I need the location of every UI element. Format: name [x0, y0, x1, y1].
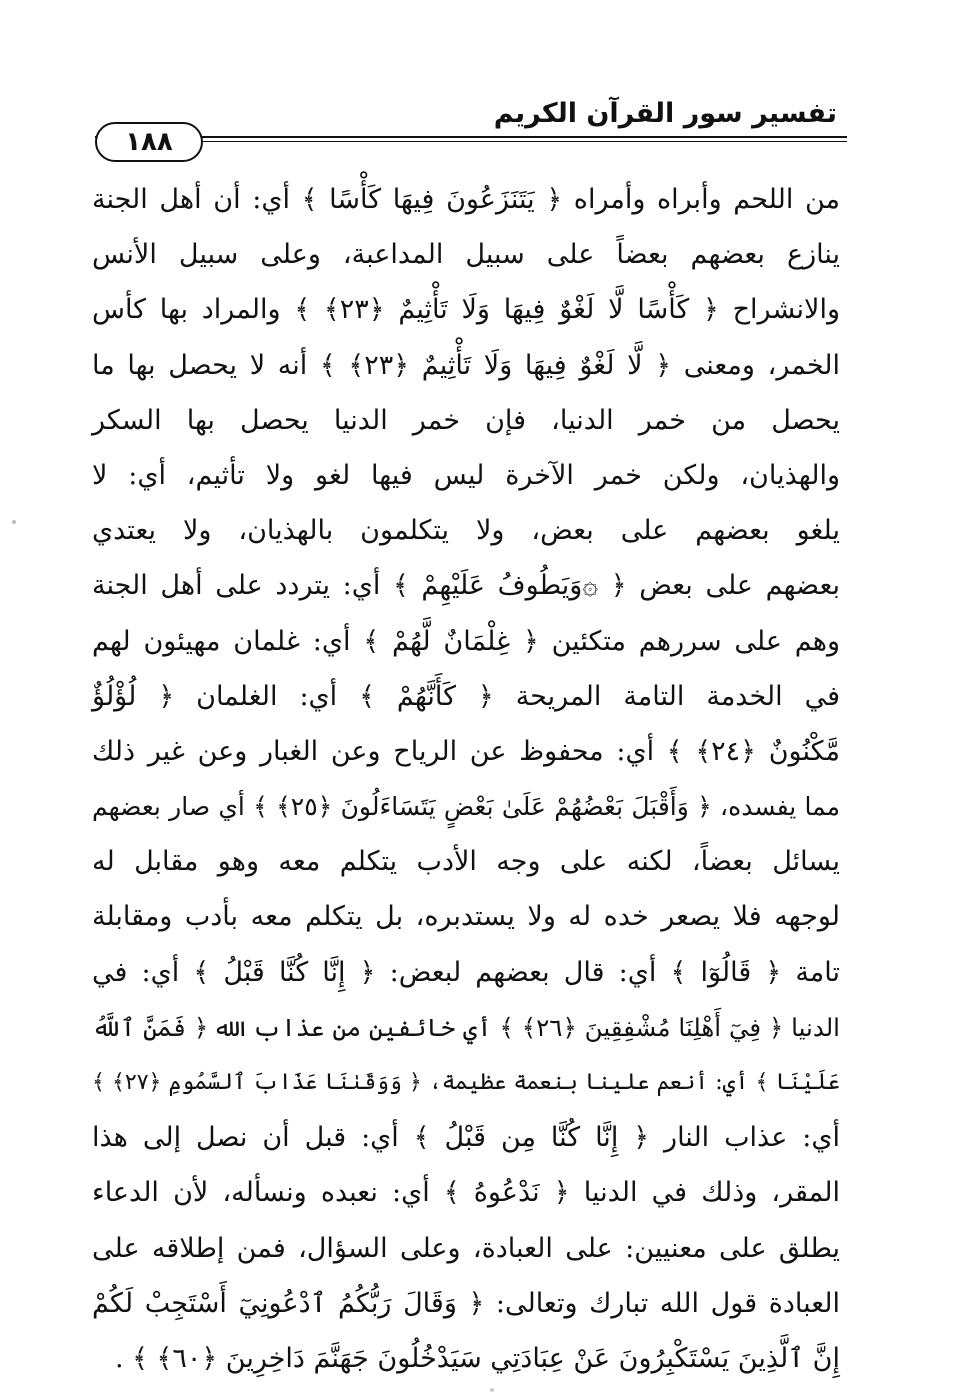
- text-line: يطلق على معنيين: على العبادة، وعلى السؤال، فمن إطلاقه على: [92, 1232, 840, 1264]
- text-line: مَّكْنُونٌ ﴿٢٤﴾ ﴾ أي: محفوظ عن الرياح وعن الغبار وعن غير ذلك: [92, 735, 840, 767]
- text-line: والانشراح ﴿ كَأْسًا لَّا لَغْوٌ فِيهَا وَلَا تَأْثِيمٌ ﴿٢٣﴾ ﴾ والمراد بها كأس: [92, 294, 840, 326]
- text-line: وهم على سررهم متكئين ﴿ غِلْمَانٌ لَّهُمْ ﴾ أي: غلمان مهيئون لهم: [92, 625, 840, 657]
- text-line: أي: عذاب النار ﴿ إِنَّا كُنَّا مِن قَبْلُ ﴾ أي: قبل أن نصل إلى هذا: [92, 1122, 840, 1154]
- text-line: يحصل من خمر الدنيا، فإن خمر الدنيا يحصل بها السكر: [92, 404, 840, 436]
- text-line: عَلَيْنَا ﴾ أي: أنعم علينا بنعمة عظيمة، ﴿ وَوَقَىٰنَا عَذَابَ ٱلسَّمُومِ ﴿٢٧﴾ ﴾: [92, 1070, 840, 1095]
- text-line: ينازع بعضهم بعضاً على سبيل المداعبة، وعلى سبيل الأنس: [92, 239, 840, 271]
- text-line: بعضهم على بعض ﴿ ۞وَيَطُوفُ عَلَيْهِمْ ﴾ أي: يتردد على أهل الجنة: [92, 570, 840, 602]
- scan-speck: [490, 1388, 494, 1392]
- text-line: في الخدمة التامة المريحة ﴿ كَأَنَّهُمْ ﴾ أي: الغلمان ﴿ لُؤْلُؤٌ: [92, 680, 840, 712]
- scan-speck: [12, 520, 16, 524]
- text-line: تامة ﴿ قَالُوٓا ﴾ أي: قال بعضهم لبعض: ﴿ إِنَّا كُنَّا قَبْلُ ﴾ أي: في: [92, 956, 840, 988]
- text-line: يلغو بعضهم على بعض، ولا يتكلمون بالهذيان، ولا يعتدي: [92, 515, 840, 547]
- text-line: الدنيا ﴿ فِيٓ أَهْلِنَا مُشْفِقِينَ ﴿٢٦﴾ ﴾ أي خائفين من عذاب الله ﴿ فَمَنَّ ٱللَّهُ: [92, 1012, 840, 1042]
- book-title: تفسير سور القرآن الكريم: [493, 98, 837, 129]
- text-line: مما يفسده، ﴿ وَأَقْبَلَ بَعْضُهُمْ عَلَىٰ بَعْضٍ يَتَسَاءَلُونَ ﴿٢٥﴾ ﴾ أي صار بعضهم: [92, 792, 840, 822]
- header-rule: [95, 136, 847, 138]
- body-text: [92, 172, 840, 1386]
- page-number: ١٨٨: [95, 122, 203, 162]
- text-line: العبادة قول الله تبارك وتعالى: ﴿ وَقَالَ رَبُّكُمُ ٱدْعُونِيٓ أَسْتَجِبْ لَكُمْ: [92, 1287, 840, 1319]
- text-line: يسائل بعضاً، لكنه على وجه الأدب يتكلم معه وهو مقابل له: [92, 846, 840, 878]
- text-line: لوجهه فلا يصعر خده له ولا يستدبره، بل يتكلم معه بأدب ومقابلة: [92, 901, 840, 933]
- text-line: إِنَّ ٱلَّذِينَ يَسْتَكْبِرُونَ عَنْ عِبَادَتِي سَيَدْخُلُونَ جَهَنَّمَ دَاخِرِينَ ﴿٦٠﴾ ﴾ .: [114, 1342, 840, 1374]
- text-line: الخمر، ومعنى ﴿ لَّا لَغْوٌ فِيهَا وَلَا تَأْثِيمٌ ﴿٢٣﴾ ﴾ أنه لا يحصل بها ما: [92, 349, 840, 381]
- text-line: والهذيان، ولكن خمر الآخرة ليس فيها لغو ولا تأثيم، أي: لا: [92, 459, 840, 491]
- header-rule-thin: [95, 141, 847, 142]
- text-line: المقر، وذلك في الدنيا ﴿ نَدْعُوهُ ﴾ أي: نعبده ونسأله، لأن الدعاء: [92, 1177, 840, 1209]
- text-line: من اللحم وأبراه وأمراه ﴿ يَتَنَزَعُونَ فِيهَا كَأْسًا ﴾ أي: أن أهل الجنة: [92, 184, 840, 215]
- page-header: [95, 96, 847, 166]
